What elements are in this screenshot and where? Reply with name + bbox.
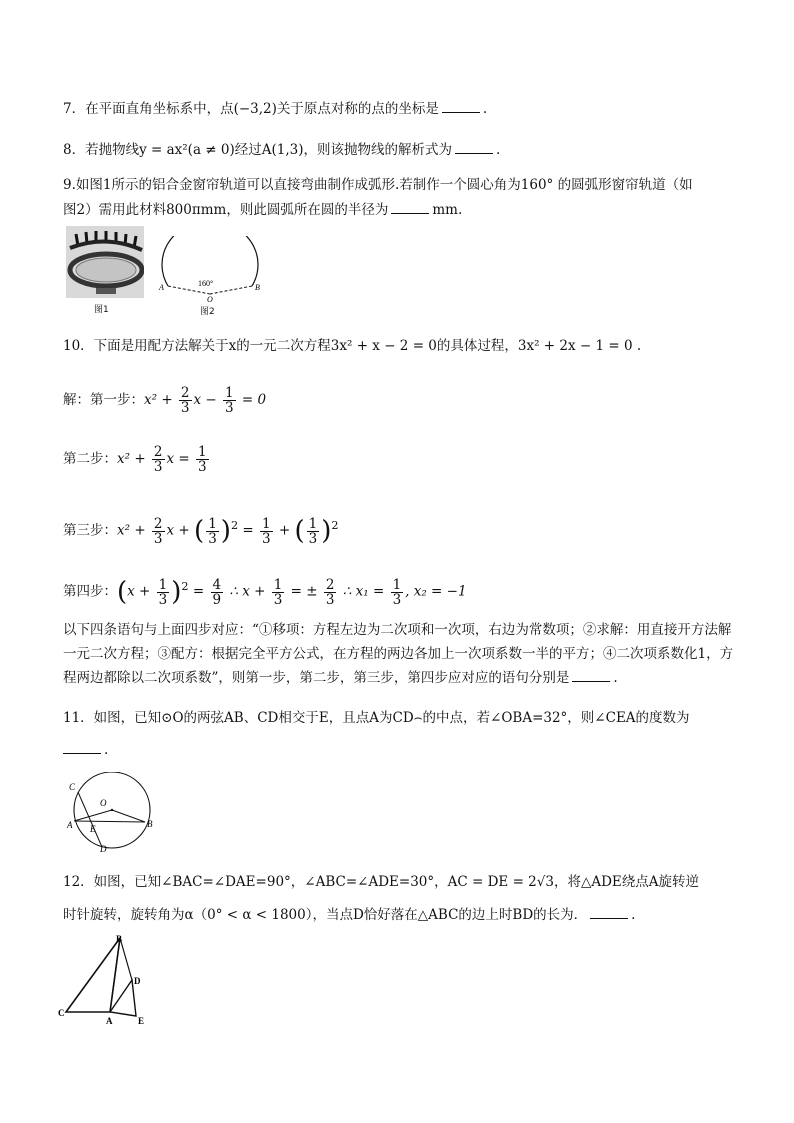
angle-label: 160° bbox=[198, 279, 214, 288]
exponent: 2 bbox=[181, 580, 189, 593]
step-1-term: = 0 bbox=[237, 392, 267, 408]
figure-triangles bbox=[58, 932, 154, 1028]
step-2 bbox=[63, 444, 211, 474]
point-c-label: C bbox=[69, 782, 76, 792]
step-3-term: x + bbox=[166, 522, 195, 539]
fraction: $\frac{2}{3}$ bbox=[180, 385, 190, 416]
step-4-term: ∴ x + bbox=[225, 583, 270, 600]
figure-2-caption: 图2 bbox=[200, 307, 215, 317]
point-a-label: A bbox=[67, 820, 73, 830]
fraction: $\frac{1}{3}$ bbox=[392, 576, 402, 608]
point-e-label: E bbox=[90, 824, 96, 834]
step-1-term: x² + bbox=[144, 392, 177, 408]
question-10-intro: 10．下面是用配方法解关于x的一元二次方程3x² + x − 2 = 0的具体过程，3x² + 2x − 1 = 0 . bbox=[63, 338, 642, 354]
q9-unit: mm. bbox=[432, 202, 463, 218]
point-d-label: D bbox=[100, 844, 107, 852]
step-1-label: 解：第一步： bbox=[63, 392, 144, 408]
answer-blank bbox=[455, 139, 493, 154]
step-1-term: x − bbox=[193, 392, 222, 408]
step-3-term: x² + bbox=[117, 522, 150, 539]
figure-1-caption: 图1 bbox=[94, 305, 109, 315]
q7-end: . bbox=[482, 101, 488, 117]
question-8 bbox=[63, 139, 500, 160]
point-o-label: O bbox=[100, 798, 107, 808]
step-3-label: 第三步： bbox=[63, 522, 117, 539]
point-e-label: E bbox=[138, 1016, 145, 1026]
q10-para-text: 以下四条语句与上面四步对应：“①移项：方程左边为二次项和一次项，右边为常数项；②求解：用直接开方法解一元二次方程；③配方：根据完全平方公式，在方程的两边各加上一次项系数一半的平方；④二次项系数化1，方程两边都除以二次项系数”，则第一步，第二步，第三步，第四步应对应的语句分别是 bbox=[63, 622, 734, 686]
step-1 bbox=[63, 385, 266, 415]
question-9-line-2 bbox=[63, 199, 462, 220]
answer-blank bbox=[590, 904, 628, 919]
q8-end: . bbox=[496, 142, 501, 158]
q7-text: 7．在平面直角坐标系中，点(−3,2)关于原点对称的点的坐标是 bbox=[63, 101, 439, 117]
q9-line2-text: 图2）需用此材料800πmm，则此圆弧所在圆的半径为 bbox=[63, 202, 389, 218]
step-2-term: x² + bbox=[117, 451, 150, 467]
question-7 bbox=[63, 98, 487, 119]
fraction: $\frac{1}{3}$ bbox=[308, 515, 318, 547]
question-9-line-1: 9.如图1所示的铝合金窗帘轨道可以直接弯曲制作成弧形.若制作一个圆心角为160° 的圆弧形窗帘轨道（如 bbox=[63, 177, 693, 193]
point-a-label: A bbox=[106, 1016, 113, 1026]
fraction: $\frac{2}{3}$ bbox=[325, 576, 335, 608]
point-d-label: D bbox=[134, 976, 141, 986]
question-10-paragraph bbox=[63, 618, 735, 690]
fraction: $\frac{1}{3}$ bbox=[158, 576, 168, 608]
fraction: $\frac{2}{3}$ bbox=[153, 444, 163, 475]
fraction: $\frac{1}{3}$ bbox=[262, 515, 271, 547]
step-4-term: , x₂ = −1 bbox=[405, 583, 467, 600]
question-12-line-2 bbox=[63, 904, 635, 925]
fraction: $\frac{1}{3}$ bbox=[198, 444, 207, 475]
q12-end: . bbox=[631, 907, 636, 923]
q11-text: 11．如图，已知⊙O的两弦AB、CD相交于E，且点A为CD⌢的中点，若∠OBA=32°，则∠CEA的度数为 bbox=[63, 710, 690, 726]
point-b-label: B bbox=[255, 283, 260, 292]
point-o-label: O bbox=[207, 295, 213, 302]
exponent: 2 bbox=[331, 519, 339, 532]
step-4-term: = ± bbox=[286, 583, 322, 600]
step-3-term: = bbox=[238, 522, 259, 539]
point-b-label: B bbox=[147, 819, 153, 829]
answer-blank bbox=[572, 667, 610, 682]
answer-blank bbox=[391, 199, 429, 214]
step-4: 第四步：(x + $\frac{1}{3}$ )$^2$ = $\frac{4}{9}$ ∴ x + $\frac{1}{3}$ = ± $\frac{2}{3}$ ∴ x₁ = $\frac{1}{3}$ , x₂ = −1 bbox=[63, 576, 467, 608]
fraction: $\frac{1}{3}$ bbox=[273, 576, 283, 608]
q10-para-end: . bbox=[613, 670, 618, 686]
exponent: 2 bbox=[230, 519, 239, 532]
figure-circle bbox=[62, 772, 162, 852]
question-12-line-1: 12．如图，已知∠BAC=∠DAE=90°，∠ABC=∠ADE=30°，AC = DE = 2√3，将△ADE绕点A旋转逆 bbox=[63, 874, 700, 890]
arc-diagram bbox=[156, 236, 266, 302]
step-2-label: 第二步： bbox=[63, 451, 117, 467]
q8-text: 8．若抛物线y = ax²(a ≠ 0)经过A(1,3)，则该抛物线的解析式为 bbox=[63, 142, 453, 158]
answer-blank bbox=[63, 739, 101, 754]
figure-1-curtain-rail bbox=[66, 226, 144, 316]
step-4-term: = bbox=[188, 583, 209, 600]
fraction: $\frac{1}{3}$ bbox=[225, 385, 234, 416]
step-2-term: x = bbox=[166, 451, 195, 467]
point-a-label: A bbox=[159, 283, 164, 292]
q12-line2-text: 时针旋转，旋转角为α（0° < α < 1800），当点D恰好落在△ABC的边上时BD的长为． bbox=[63, 907, 588, 923]
point-b-label: B bbox=[116, 934, 123, 944]
step-3-term: + bbox=[274, 522, 295, 539]
question-11 bbox=[63, 702, 735, 766]
answer-blank bbox=[442, 98, 480, 113]
figure-2-arc bbox=[156, 236, 266, 318]
step-3: 第三步：x² + $\frac{2}{3}$ x + ( $\frac{1}{3}$ )$^2$ = $\frac{1}{3}$ + ( $\frac{1}{3}$ )$^2$ bbox=[63, 515, 339, 547]
fraction: $\frac{1}{3}$ bbox=[208, 515, 217, 547]
rotated-triangles-diagram bbox=[58, 932, 154, 1028]
fraction: $\frac{4}{9}$ bbox=[212, 576, 222, 608]
fraction: $\frac{2}{3}$ bbox=[153, 515, 163, 547]
q11-end: . bbox=[104, 742, 109, 758]
step-4-term: ∴ x₁ = bbox=[338, 583, 389, 600]
circle-chords-diagram bbox=[62, 772, 162, 852]
step-4-term: x + bbox=[127, 583, 155, 600]
point-c-label: C bbox=[58, 1008, 65, 1018]
step-4-label: 第四步： bbox=[63, 583, 117, 600]
